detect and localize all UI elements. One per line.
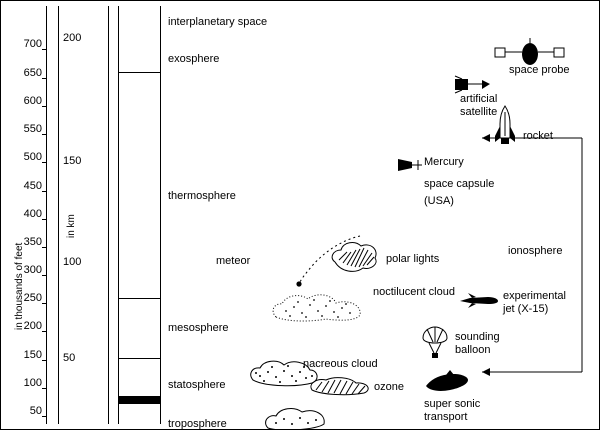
label-polar-lights: polar lights — [386, 253, 440, 265]
layer-column-left-line — [118, 6, 119, 424]
noctilucent-cloud-icon — [270, 291, 366, 323]
feet-tickmark-250 — [42, 303, 47, 304]
label-space-probe: space probe — [509, 64, 570, 76]
label-mercury-line3: (USA) — [424, 195, 454, 207]
feet-tick-250: 250 — [23, 292, 42, 304]
rocket-icon — [492, 106, 518, 150]
feet-tick-150: 150 — [23, 349, 42, 361]
km-axis-right-line — [108, 6, 109, 424]
layer-column-right-line — [160, 6, 161, 424]
label-mercury-line2: space capsule — [424, 178, 495, 190]
layer-label-statosphere: statosphere — [168, 379, 226, 391]
feet-tickmark-150 — [42, 360, 47, 361]
feet-tick-300: 300 — [23, 264, 42, 276]
feet-tick-600: 600 — [23, 95, 42, 107]
feet-tickmark-200 — [42, 331, 47, 332]
mercury-capsule-icon — [396, 156, 424, 174]
label-balloon-line2: balloon — [455, 344, 491, 356]
feet-tick-50: 50 — [29, 405, 42, 417]
feet-tickmark-700 — [42, 49, 47, 50]
feet-tick-450: 450 — [23, 180, 42, 192]
label-meteor: meteor — [216, 255, 251, 267]
label-ozone: ozone — [374, 381, 404, 393]
label-rocket: rocket — [523, 130, 553, 142]
label-noctilucent-cloud: noctilucent cloud — [373, 286, 455, 298]
layer-label-mesosphere: mesosphere — [168, 322, 229, 334]
feet-tick-500: 500 — [23, 151, 42, 163]
label-sst-line1: super sonic — [424, 398, 481, 410]
stratosphere-troposphere-black-band — [119, 396, 160, 404]
boundary-exosphere-thermosphere — [118, 72, 161, 73]
label-jet-line1: experimental — [503, 290, 566, 302]
feet-tickmark-450 — [42, 191, 47, 192]
label-artificial-satellite-line1: artificial — [460, 93, 498, 105]
feet-tick-650: 650 — [23, 67, 42, 79]
feet-tick-400: 400 — [23, 208, 42, 220]
label-jet-line2: jet (X-15) — [503, 303, 549, 315]
label-mercury-line1: Mercury — [424, 156, 464, 168]
troposphere-cloud-icon — [262, 406, 332, 430]
label-artificial-satellite-line2: satellite — [460, 106, 498, 118]
layer-label-ionosphere: ionosphere — [508, 245, 563, 257]
feet-tickmark-550 — [42, 134, 47, 135]
y-axis-title: in thousands of feet — [14, 242, 25, 330]
feet-tickmark-300 — [42, 275, 47, 276]
feet-tick-550: 550 — [23, 123, 42, 135]
boundary-mesosphere-stratosphere — [118, 358, 161, 359]
frame-left — [0, 0, 1, 430]
layer-label-troposphere: troposphere — [168, 418, 227, 430]
km-axis-title: in km — [66, 214, 77, 238]
feet-tick-700: 700 — [23, 38, 42, 50]
feet-tick-100: 100 — [23, 377, 42, 389]
feet-tick-350: 350 — [23, 236, 42, 248]
feet-tick-200: 200 — [23, 320, 42, 332]
feet-tickmark-350 — [42, 247, 47, 248]
km-tick-150: 150 — [63, 155, 82, 167]
label-balloon-line1: sounding — [455, 331, 500, 343]
km-axis-left-line — [58, 6, 59, 424]
ozone-band-icon — [308, 376, 372, 396]
experimental-jet-icon — [458, 292, 500, 310]
feet-tickmark-50 — [42, 416, 47, 417]
feet-tickmark-500 — [42, 162, 47, 163]
label-sst-line2: transport — [424, 411, 468, 423]
polar-lights-icon — [325, 234, 383, 276]
label-nacreous-cloud: nacreous cloud — [303, 358, 378, 370]
feet-tickmark-650 — [42, 78, 47, 79]
sounding-balloon-icon — [420, 326, 450, 360]
feet-axis-line — [46, 6, 47, 424]
feet-tickmark-400 — [42, 219, 47, 220]
frame-top — [0, 0, 600, 1]
km-tick-100: 100 — [63, 256, 82, 268]
boundary-thermosphere-mesosphere — [118, 298, 161, 299]
layer-label-thermosphere: thermosphere — [168, 190, 236, 202]
km-tick-50: 50 — [63, 352, 76, 364]
km-tick-200: 200 — [63, 32, 82, 44]
layer-label-exosphere: exosphere — [168, 53, 220, 65]
layer-label-interplanetary-space: interplanetary space — [168, 16, 268, 28]
feet-tickmark-100 — [42, 388, 47, 389]
feet-tickmark-600 — [42, 106, 47, 107]
supersonic-transport-icon — [424, 370, 470, 396]
